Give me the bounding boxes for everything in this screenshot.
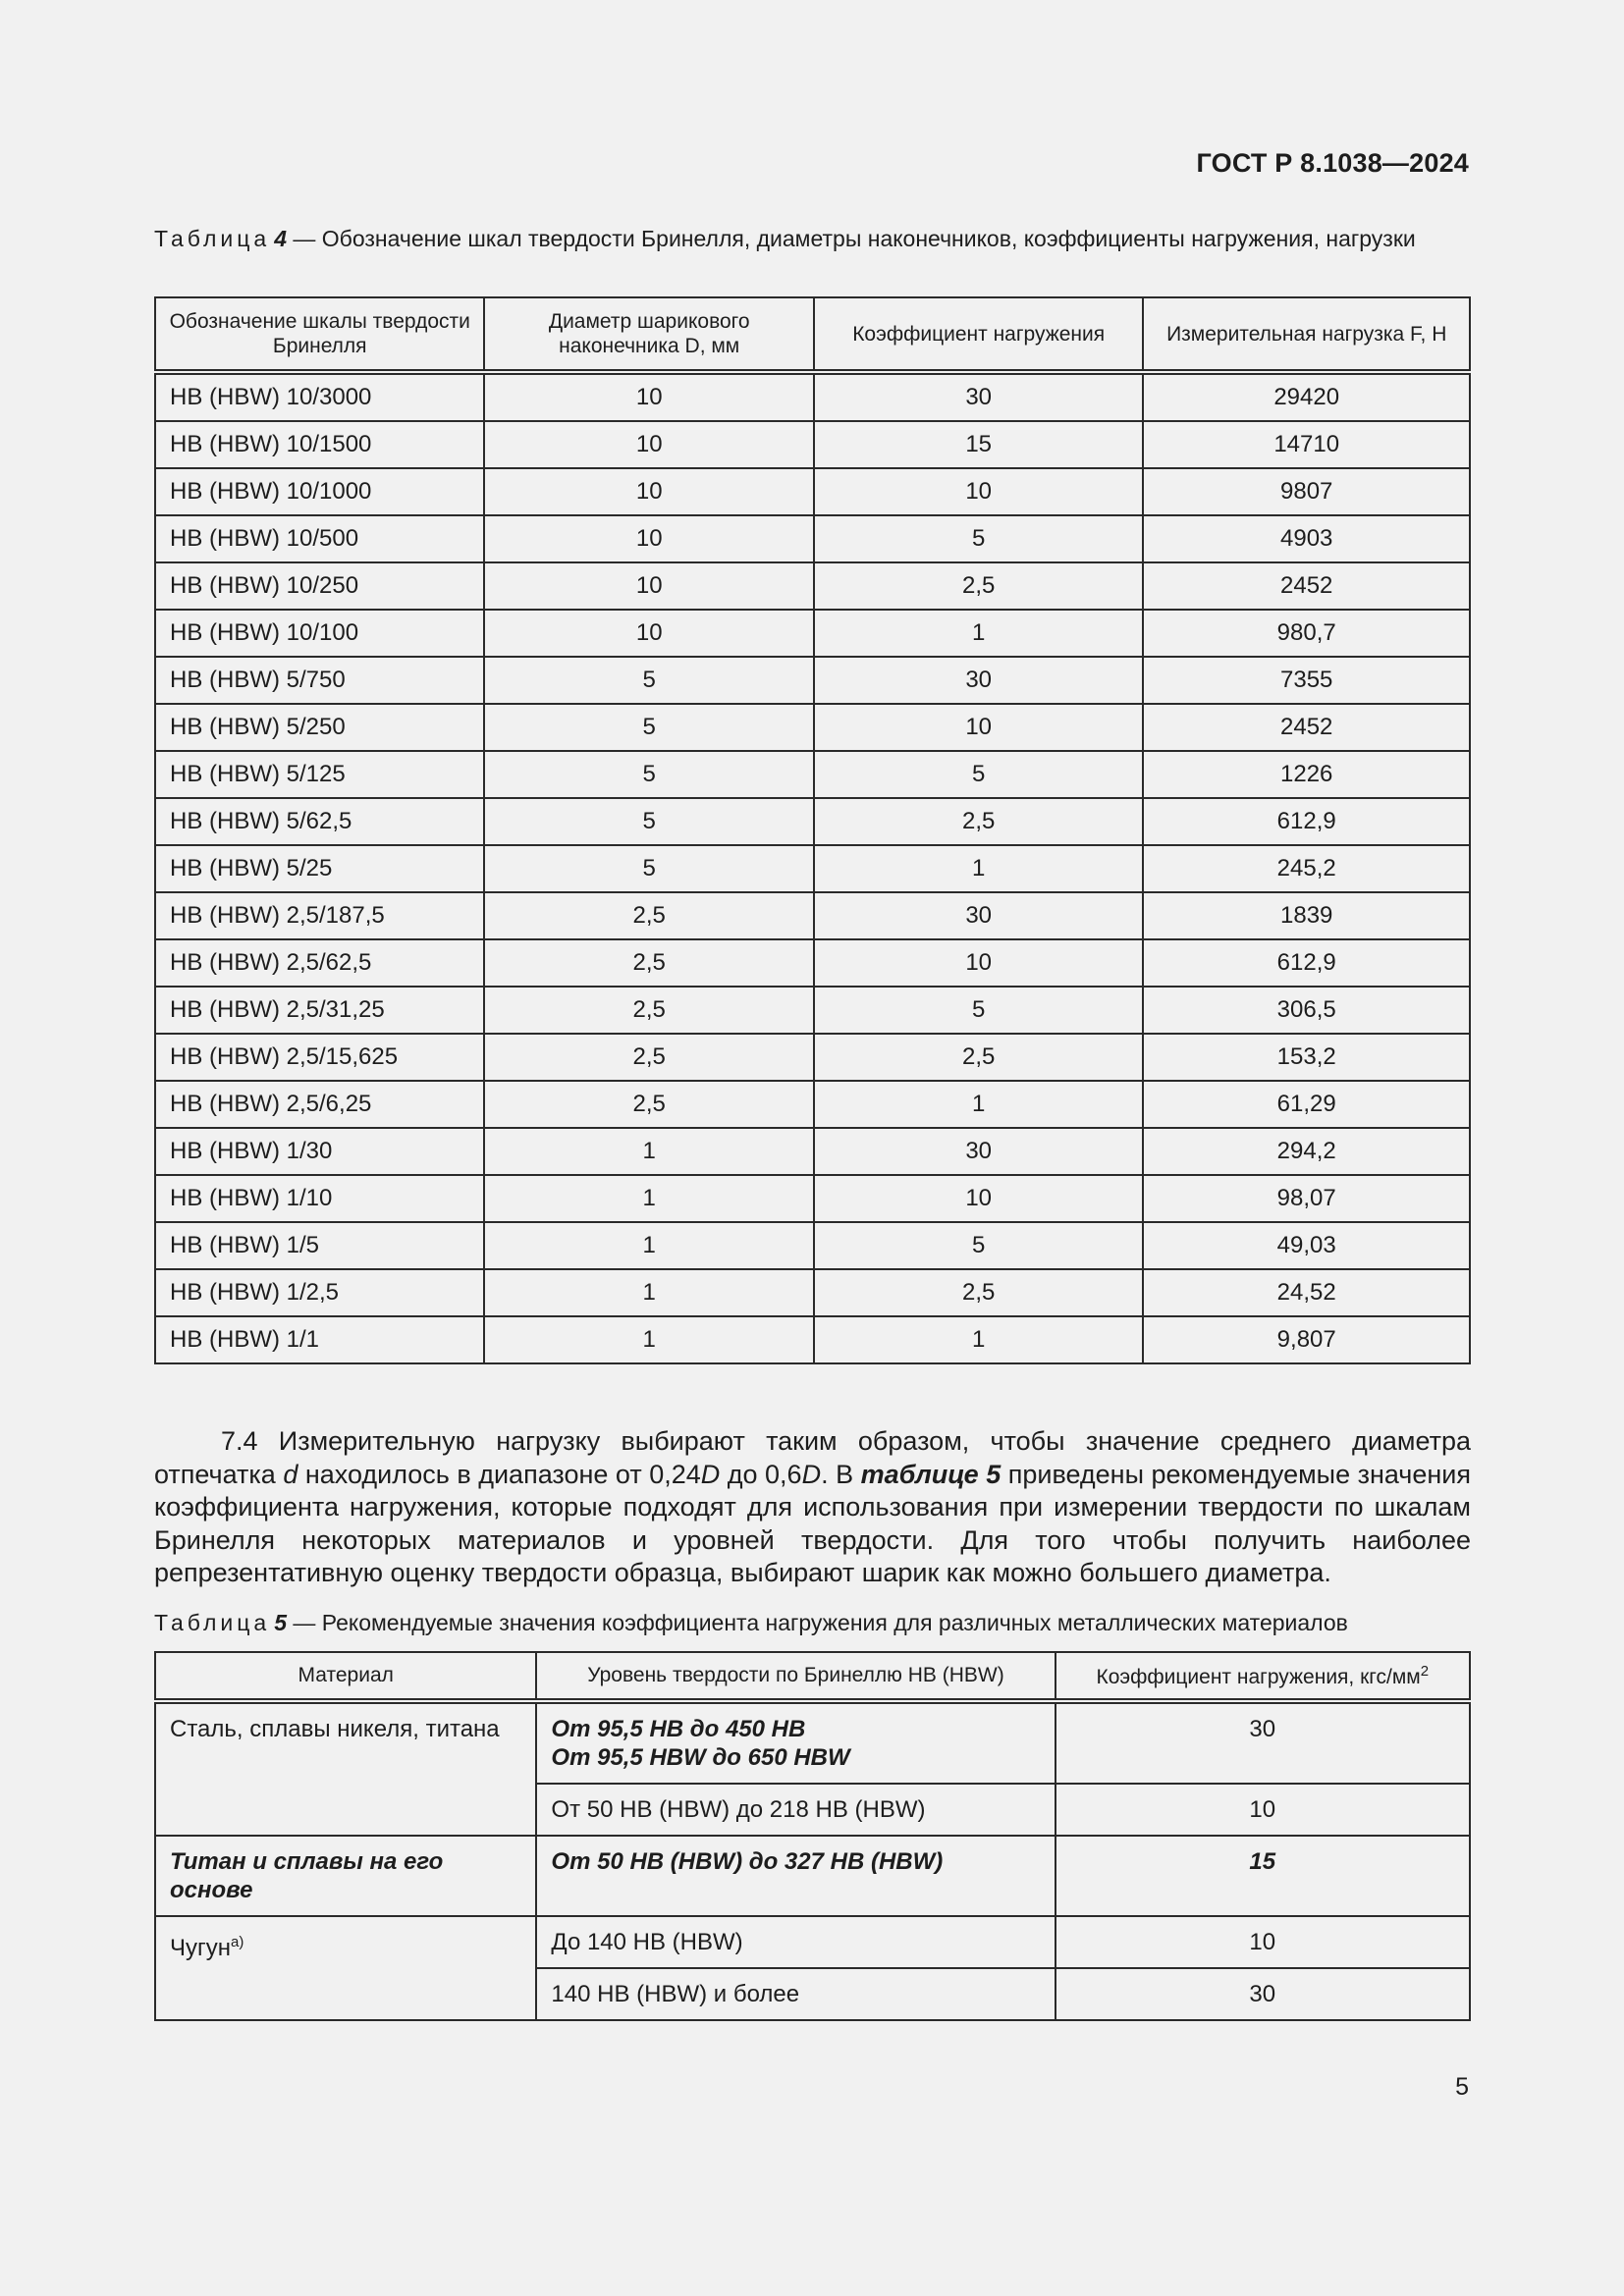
- table-row: [155, 468, 1470, 515]
- test-force-cell: 14710: [1143, 421, 1470, 468]
- diameter-cell: 5: [484, 845, 813, 892]
- scale-cell: HB (HBW) 5/750: [155, 657, 484, 704]
- load-factor-cell: 30: [814, 372, 1144, 421]
- test-force-cell: 29420: [1143, 372, 1470, 421]
- material-text: Чугун: [170, 1935, 232, 1961]
- diameter-cell: 1: [484, 1316, 813, 1363]
- table-row: [155, 798, 1470, 845]
- caption-text: — Рекомендуемые значения коэффициента нагружения для различных металлических материалов: [286, 1610, 1348, 1635]
- diameter-cell: 10: [484, 562, 813, 610]
- coefficient-cell: 30: [1056, 1701, 1470, 1784]
- diameter-cell: 10: [484, 468, 813, 515]
- load-factor-cell: 2,5: [814, 1034, 1144, 1081]
- hardness-cell: От 50 HB (HBW) до 218 HB (HBW): [536, 1784, 1055, 1836]
- test-force-cell: 98,07: [1143, 1175, 1470, 1222]
- material-cell: Сталь, сплавы никеля, титана: [155, 1701, 536, 1836]
- material-cell: Титан и сплавы на его основе: [155, 1836, 536, 1916]
- load-factor-cell: 5: [814, 1222, 1144, 1269]
- diameter-cell: 5: [484, 704, 813, 751]
- diameter-cell: 5: [484, 798, 813, 845]
- scale-cell: HB (HBW) 1/1: [155, 1316, 484, 1363]
- load-factor-cell: 2,5: [814, 798, 1144, 845]
- table-row: [155, 1269, 1470, 1316]
- test-force-cell: 2452: [1143, 562, 1470, 610]
- load-factor-cell: 10: [814, 704, 1144, 751]
- scale-cell: HB (HBW) 10/1500: [155, 421, 484, 468]
- table-row: [155, 1222, 1470, 1269]
- load-factor-cell: 30: [814, 657, 1144, 704]
- para-var-D: D: [801, 1459, 822, 1489]
- para-text: до 0,6: [720, 1459, 802, 1489]
- test-force-cell: 2452: [1143, 704, 1470, 751]
- scale-cell: HB (HBW) 1/5: [155, 1222, 484, 1269]
- test-force-cell: 61,29: [1143, 1081, 1470, 1128]
- hardness-line: От 95,5 HBW до 650 HBW: [551, 1744, 850, 1771]
- scale-cell: HB (HBW) 1/10: [155, 1175, 484, 1222]
- scale-cell: HB (HBW) 2,5/15,625: [155, 1034, 484, 1081]
- diameter-cell: 2,5: [484, 892, 813, 939]
- scale-cell: HB (HBW) 1/2,5: [155, 1269, 484, 1316]
- load-factor-cell: 10: [814, 1175, 1144, 1222]
- caption-number: 4: [274, 226, 287, 251]
- table4-body: [155, 372, 1470, 1363]
- table-row: [155, 372, 1470, 421]
- load-factor-cell: 1: [814, 610, 1144, 657]
- material-cell: [155, 1916, 536, 2020]
- test-force-cell: 1839: [1143, 892, 1470, 939]
- table-row: [155, 1316, 1470, 1363]
- table-row: [155, 939, 1470, 987]
- table-row: [155, 892, 1470, 939]
- table-row: [155, 1034, 1470, 1081]
- caption-number: 5: [274, 1610, 287, 1635]
- table-row: [155, 987, 1470, 1034]
- para-text: находилось в диапазоне от 0,24: [298, 1459, 701, 1489]
- diameter-cell: 2,5: [484, 1034, 813, 1081]
- paragraph-7-4: [154, 1425, 1471, 1590]
- load-factor-cell: 1: [814, 1316, 1144, 1363]
- load-factor-cell: 15: [814, 421, 1144, 468]
- page-number: 5: [1455, 2073, 1469, 2101]
- test-force-cell: 9,807: [1143, 1316, 1470, 1363]
- hardness-cell: От 50 HB (HBW) до 327 HB (HBW): [536, 1836, 1055, 1916]
- brinell-scales-table: [154, 296, 1471, 1364]
- load-factor-cell: 2,5: [814, 562, 1144, 610]
- test-force-cell: 1226: [1143, 751, 1470, 798]
- load-factor-cell: 5: [814, 751, 1144, 798]
- diameter-cell: 2,5: [484, 1081, 813, 1128]
- load-factor-cell: 30: [814, 892, 1144, 939]
- load-factor-cell: 10: [814, 939, 1144, 987]
- table-row: [155, 751, 1470, 798]
- header-material: Материал: [155, 1652, 536, 1701]
- table-header-row: [155, 1652, 1470, 1701]
- scale-cell: HB (HBW) 2,5/31,25: [155, 987, 484, 1034]
- superscript-2: 2: [1420, 1662, 1430, 1680]
- table-row: [155, 1128, 1470, 1175]
- diameter-cell: 2,5: [484, 987, 813, 1034]
- test-force-cell: 306,5: [1143, 987, 1470, 1034]
- hardness-cell: До 140 HB (HBW): [536, 1916, 1055, 1968]
- table-row: [155, 1836, 1470, 1916]
- diameter-cell: 1: [484, 1269, 813, 1316]
- scale-cell: HB (HBW) 5/62,5: [155, 798, 484, 845]
- coefficient-cell: 10: [1056, 1784, 1470, 1836]
- hardness-cell: 140 HB (HBW) и более: [536, 1968, 1055, 2020]
- diameter-cell: 10: [484, 610, 813, 657]
- header-load-factor: [1056, 1652, 1470, 1701]
- test-force-cell: 612,9: [1143, 798, 1470, 845]
- load-factor-cell: 5: [814, 515, 1144, 562]
- table-row: [155, 657, 1470, 704]
- diameter-cell: 10: [484, 421, 813, 468]
- table5-caption: [154, 1608, 1470, 1637]
- table-row: [155, 421, 1470, 468]
- test-force-cell: 9807: [1143, 468, 1470, 515]
- para-text: . В: [821, 1459, 861, 1489]
- load-factor-cell: 10: [814, 468, 1144, 515]
- header-diameter: Диаметр шарикового наконечника D, мм: [484, 297, 813, 372]
- caption-label: Таблица: [154, 226, 271, 251]
- scale-cell: HB (HBW) 2,5/6,25: [155, 1081, 484, 1128]
- para-text: 7.4 Измерительную нагрузку выбирают таким образом, чтобы значение среднего диаметра отпечатка: [154, 1426, 1471, 1489]
- table-row: [155, 515, 1470, 562]
- para-var-d: d: [283, 1459, 298, 1489]
- diameter-cell: 2,5: [484, 939, 813, 987]
- test-force-cell: 153,2: [1143, 1034, 1470, 1081]
- table-row: [155, 610, 1470, 657]
- scale-cell: HB (HBW) 5/25: [155, 845, 484, 892]
- scale-cell: HB (HBW) 2,5/187,5: [155, 892, 484, 939]
- load-factor-table: [154, 1651, 1471, 2021]
- table4-caption: [154, 224, 1470, 253]
- para-text: приведены рекомендуемые значения коэффициента нагружения, которые подходят для использования при измерении твердости по шкалам Бринелля некоторых материалов и уровней твердости. Для того чтобы получить наиболее репрезентативную оценку твердости образца, выбирают шарик как можно большего диаметра.: [154, 1459, 1472, 1587]
- load-factor-cell: 5: [814, 987, 1144, 1034]
- hardness-line: От 95,5 HB до 450 HB: [551, 1716, 806, 1742]
- header-load-factor-text: Коэффициент нагружения, кгс/мм: [1096, 1665, 1421, 1688]
- load-factor-cell: 2,5: [814, 1269, 1144, 1316]
- table-row: [155, 1701, 1470, 1784]
- table-reference: таблице 5: [860, 1459, 1001, 1489]
- table-row: [155, 704, 1470, 751]
- load-factor-cell: 30: [814, 1128, 1144, 1175]
- test-force-cell: 4903: [1143, 515, 1470, 562]
- test-force-cell: 980,7: [1143, 610, 1470, 657]
- diameter-cell: 1: [484, 1222, 813, 1269]
- diameter-cell: 10: [484, 515, 813, 562]
- caption-text: — Обозначение шкал твердости Бринелля, диаметры наконечников, коэффициенты нагружения, нагрузки: [286, 226, 1416, 251]
- diameter-cell: 5: [484, 751, 813, 798]
- test-force-cell: 24,52: [1143, 1269, 1470, 1316]
- test-force-cell: 245,2: [1143, 845, 1470, 892]
- caption-label: Таблица: [154, 1610, 271, 1635]
- para-var-D: D: [700, 1459, 721, 1489]
- diameter-cell: 10: [484, 372, 813, 421]
- coefficient-cell: 10: [1056, 1916, 1470, 1968]
- header-hardness-level: Уровень твердости по Бринеллю HB (HBW): [536, 1652, 1055, 1701]
- table-row: [155, 845, 1470, 892]
- header-load-factor: Коэффициент нагружения: [814, 297, 1144, 372]
- test-force-cell: 49,03: [1143, 1222, 1470, 1269]
- table-row: [155, 1081, 1470, 1128]
- coefficient-cell: 15: [1056, 1836, 1470, 1916]
- hardness-cell: [536, 1701, 1055, 1784]
- footnote-marker: а): [231, 1934, 244, 1950]
- scale-cell: HB (HBW) 10/1000: [155, 468, 484, 515]
- diameter-cell: 1: [484, 1175, 813, 1222]
- scale-cell: HB (HBW) 10/250: [155, 562, 484, 610]
- load-factor-cell: 1: [814, 845, 1144, 892]
- test-force-cell: 294,2: [1143, 1128, 1470, 1175]
- coefficient-cell: 30: [1056, 1968, 1470, 2020]
- diameter-cell: 5: [484, 657, 813, 704]
- table-row: [155, 562, 1470, 610]
- scale-cell: HB (HBW) 1/30: [155, 1128, 484, 1175]
- scale-cell: HB (HBW) 10/100: [155, 610, 484, 657]
- document-code: ГОСТ Р 8.1038—2024: [1196, 148, 1469, 178]
- table-header-row: [155, 297, 1470, 372]
- table-row: [155, 1175, 1470, 1222]
- scale-cell: HB (HBW) 5/125: [155, 751, 484, 798]
- scale-cell: HB (HBW) 10/500: [155, 515, 484, 562]
- diameter-cell: 1: [484, 1128, 813, 1175]
- test-force-cell: 612,9: [1143, 939, 1470, 987]
- table-row: [155, 1916, 1470, 1968]
- header-test-force: Измерительная нагрузка F, Н: [1143, 297, 1470, 372]
- scale-cell: HB (HBW) 5/250: [155, 704, 484, 751]
- scale-cell: HB (HBW) 10/3000: [155, 372, 484, 421]
- header-scale: Обозначение шкалы твердости Бринелля: [155, 297, 484, 372]
- test-force-cell: 7355: [1143, 657, 1470, 704]
- load-factor-cell: 1: [814, 1081, 1144, 1128]
- scale-cell: HB (HBW) 2,5/62,5: [155, 939, 484, 987]
